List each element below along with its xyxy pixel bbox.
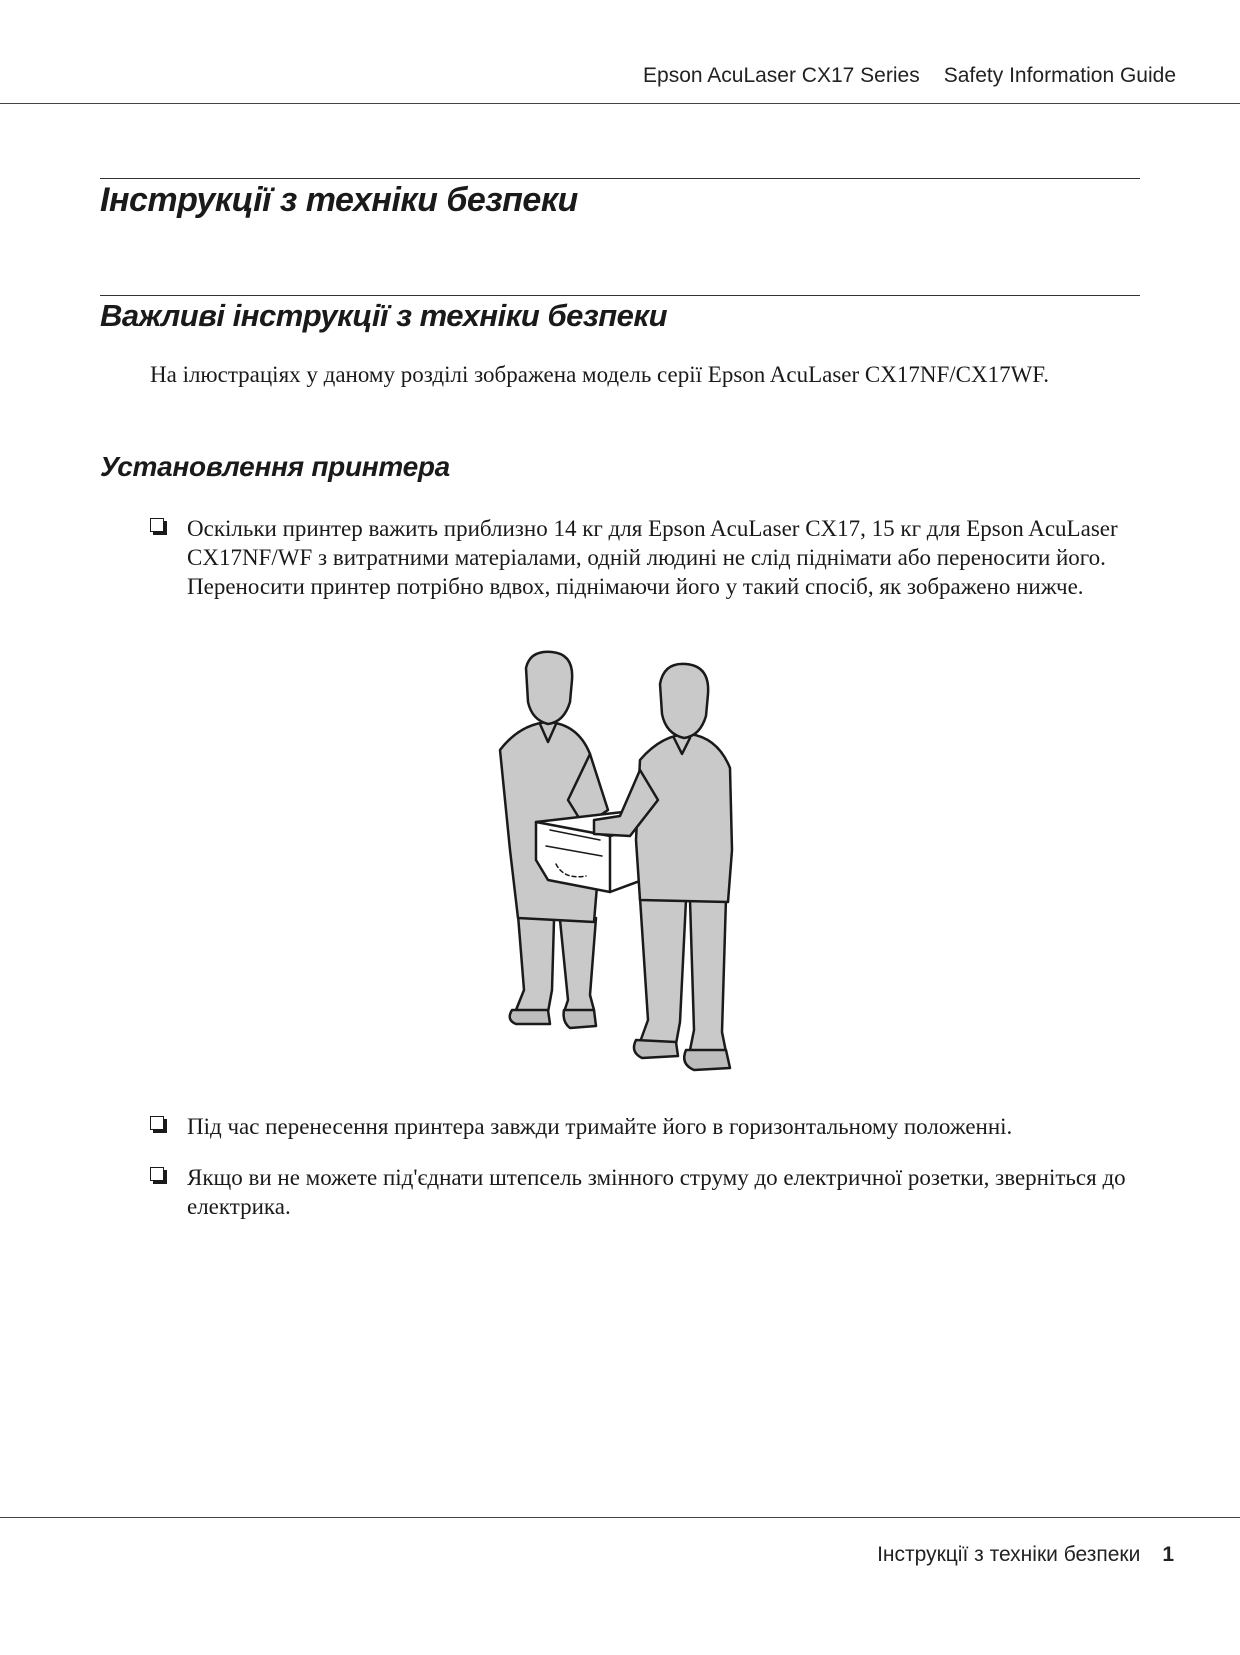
footer-divider	[0, 1517, 1240, 1518]
bullet-text: Оскільки принтер важить приблизно 14 кг для Epson AcuLaser CX17, 15 кг для Epson AcuLaser CX17NF/WF з витратними матеріалами, одній людині не слід піднімати або переносити його. Переносити принтер потрібно вдвох, піднімаючи його у такий спосіб, як зображено нижче.	[187, 516, 1118, 599]
intro-paragraph: На ілюстраціях у даному розділі зображена модель серії Epson AcuLaser CX17NF/CX17WF.	[150, 362, 1050, 387]
header-guide-name: Safety Information Guide	[943, 64, 1176, 87]
bullet-text: Якщо ви не можете під'єднати штепсель змінного струму до електричної розетки, зверніться до електрика.	[187, 1165, 1126, 1219]
header-product-name: Epson AcuLaser CX17 Series	[643, 64, 920, 87]
checkbox-bullet-icon	[150, 518, 167, 535]
checkbox-bullet-icon	[150, 1167, 167, 1184]
subtitle-rule	[100, 295, 1140, 296]
running-header	[643, 64, 1176, 88]
section-subtitle: Важливі інструкції з техніки безпеки	[100, 298, 668, 333]
title-rule	[100, 178, 1140, 179]
two-people-carrying-printer-illustration	[490, 650, 750, 1080]
page-title: Інструкції з техніки безпеки	[100, 181, 578, 219]
bullet-item-weight	[150, 514, 1140, 601]
bullet-item-electrician	[150, 1163, 1140, 1221]
checkbox-bullet-icon	[150, 1116, 167, 1133]
footer-section-title: Інструкції з техніки безпеки	[877, 1543, 1141, 1566]
bullet-item-horizontal	[150, 1112, 1140, 1141]
page-number: 1	[1162, 1543, 1174, 1566]
bullet-text: Під час перенесення принтера завжди тримайте його в горизонтальному положенні.	[187, 1114, 1013, 1139]
section-heading: Установлення принтера	[100, 451, 450, 482]
running-footer	[877, 1543, 1174, 1567]
header-divider	[0, 103, 1240, 104]
